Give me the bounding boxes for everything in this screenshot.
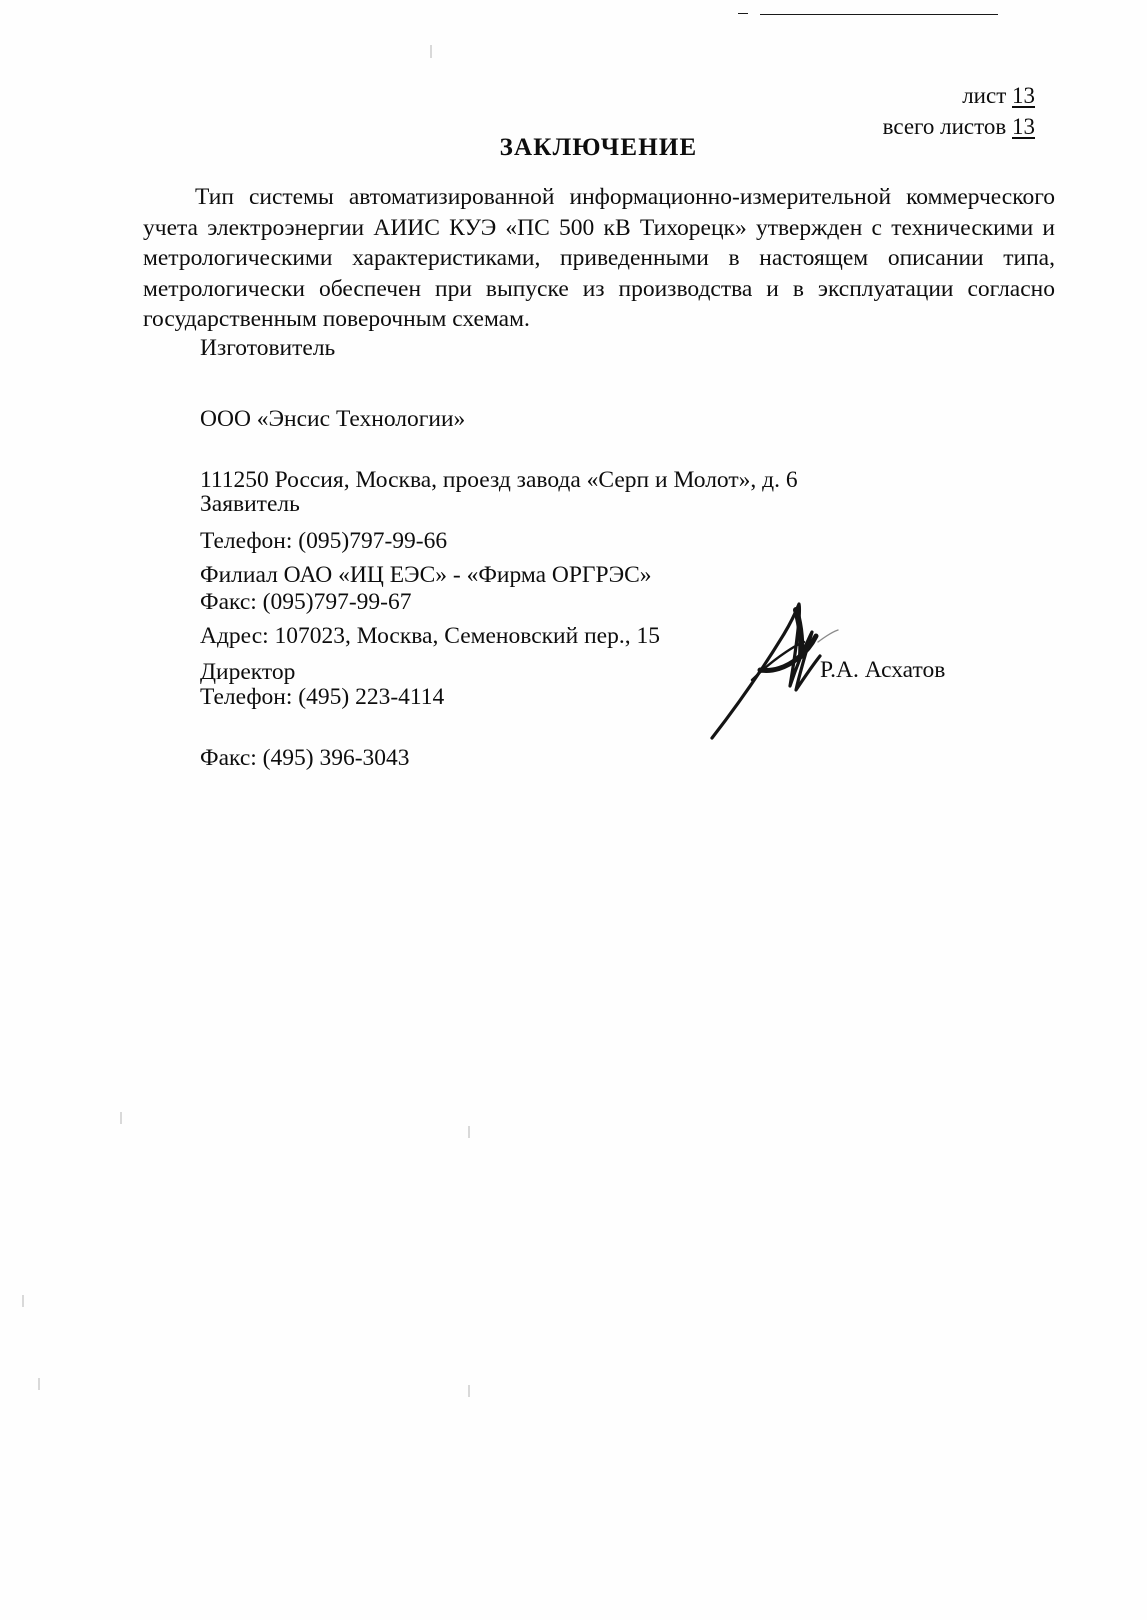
applicant-address: Адрес: 107023, Москва, Семеновский пер., 15 [200,622,660,649]
sheet-counter [883,80,1035,142]
scan-speck [22,1295,24,1307]
applicant-label: Заявитель [200,491,300,517]
manufacturer-label: Изготовитель [200,335,336,361]
scan-speck [468,1126,470,1138]
scan-speck [430,45,432,58]
manufacturer-name: ООО «Энсис Технологии» [200,405,466,432]
total-number: 13 [1012,114,1035,139]
top-rule-dash [738,13,748,14]
applicant-phone: Телефон: (495) 223-4114 [200,683,445,710]
scan-speck [468,1385,470,1397]
total-label: всего листов [882,114,1007,139]
page-title: ЗАКЛЮЧЕНИЕ [499,134,698,161]
manufacturer-address: 111250 Россия, Москва, проезд завода «Серп и Молот», д. 6 [200,466,798,493]
manufacturer-fax: Факс: (095)797-99-67 [200,588,412,615]
top-rule [760,14,998,15]
signer-position: Директор [200,659,296,685]
conclusion-paragraph: Тип системы автоматизированной информационно-измерительной коммерческого учета электроэнергии АИИС КУЭ «ПС 500 кВ Тихорецк» утвержден с техническими и метрологическими характеристиками, приведенными в настоящем описании типа, метрологически обеспечен при выпуске из производства и в эксплуатации согласно государственным поверочным схемам. [143,184,1055,332]
scan-speck [120,1112,122,1124]
sheet-label: лист [962,83,1007,108]
signer-name: Р.А. Асхатов [820,657,946,683]
applicant-fax: Факс: (495) 396-3043 [200,744,410,771]
applicant-name: Филиал ОАО «ИЦ ЕЭС» - «Фирма ОРГРЭС» [200,561,652,588]
sheet-number: 13 [1012,83,1035,108]
sheet-current-line [883,80,1035,111]
scan-speck [38,1378,40,1390]
manufacturer-phone: Телефон: (095)797-99-66 [200,527,448,554]
